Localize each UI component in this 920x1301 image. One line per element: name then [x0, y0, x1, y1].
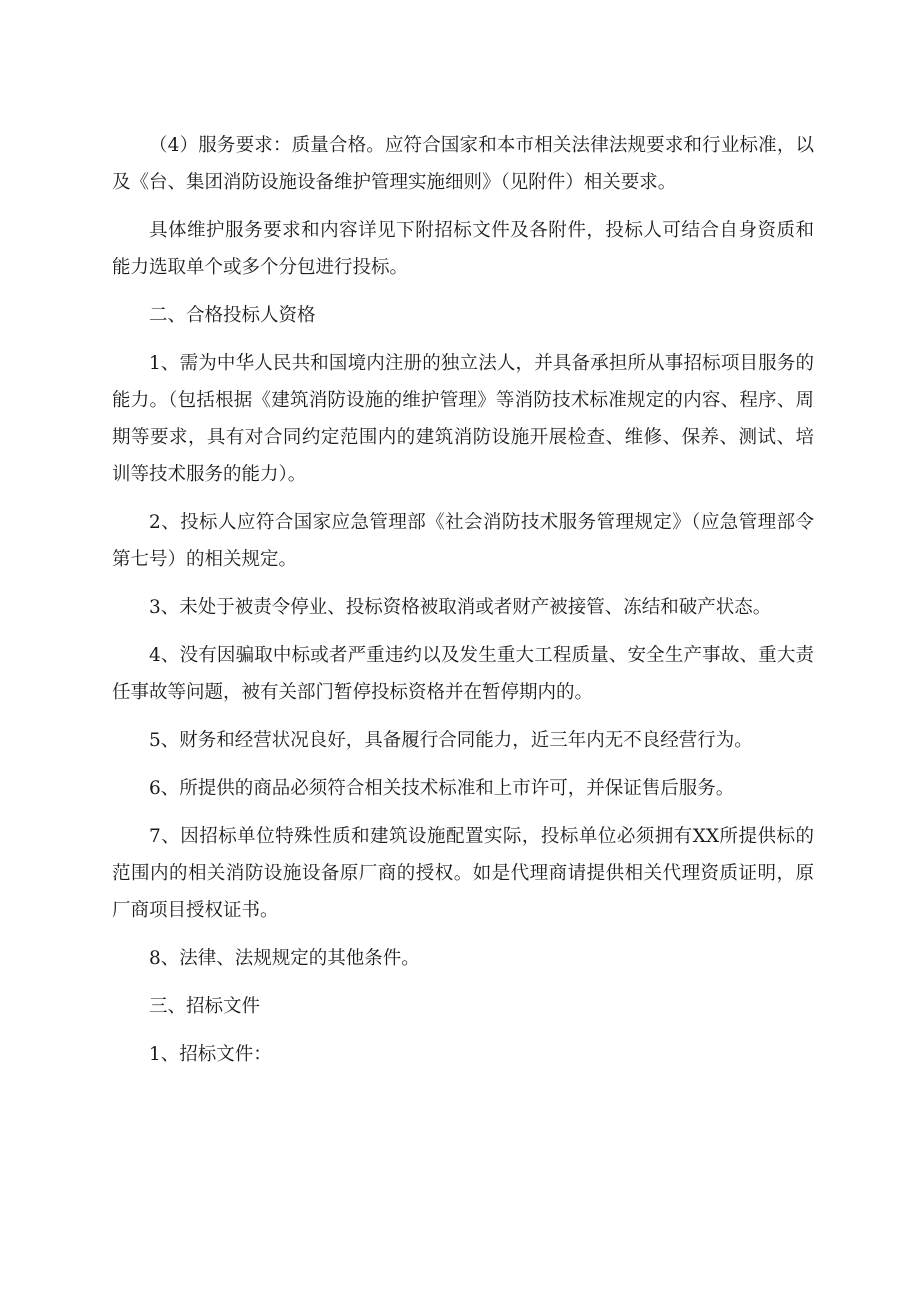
qualification-item-5: 5、财务和经营状况良好，具备履行合同能力，近三年内无不良经营行为。: [149, 730, 753, 751]
section-heading-tender-documents: 三、招标文件: [149, 996, 261, 1017]
qualification-item-3: 3、未处于被责令停业、投标资格被取消或者财产被接管、冻结和破产状态。: [149, 597, 772, 618]
qualification-item-4: 4、没有因骗取中标或者严重违约以及发生重大工程质量、安全生产事故、重大责任事故等问题，被有关部门暂停投标资格并在暂停期内的。: [112, 645, 814, 703]
section-heading-qualifications: 二、合格投标人资格: [149, 305, 316, 326]
paragraph-service-requirements: （4）服务要求：质量合格。应符合国家和本市相关法律法规要求和行业标准，以及《台、集团消防设施设备维护管理实施细则》（见附件）相关要求。: [112, 135, 814, 193]
paragraph-maintenance-details: 具体维护服务要求和内容详见下附招标文件及各附件，投标人可结合自身资质和能力选取单个或多个分包进行投标。: [112, 220, 814, 278]
qualification-item-2: 2、投标人应符合国家应急管理部《社会消防技术服务管理规定》（应急管理部令第七号）的相关规定。: [112, 512, 814, 570]
qualification-item-1: 1、需为中华人民共和国境内注册的独立法人，并具备承担所从事招标项目服务的能力。（包括根据《建筑消防设施的维护管理》等消防技术标准规定的内容、程序、周期等要求，具有对合同约定范围内的建筑消防设施开展检查、维修、保养、测试、培训等技术服务的能力）。: [112, 353, 814, 485]
tender-document-item-1: 1、招标文件：: [149, 1044, 272, 1065]
qualification-item-8: 8、法律、法规规定的其他条件。: [149, 948, 420, 969]
qualification-item-7: 7、因招标单位特殊性质和建筑设施配置实际，投标单位必须拥有XX所提供标的范围内的相关消防设施设备原厂商的授权。如是代理商请提供相关代理资质证明，原厂商项目授权证书。: [112, 826, 814, 921]
document-body: [112, 127, 814, 1084]
qualification-item-6: 6、所提供的商品必须符合相关技术标准和上市许可，并保证售后服务。: [149, 778, 735, 799]
